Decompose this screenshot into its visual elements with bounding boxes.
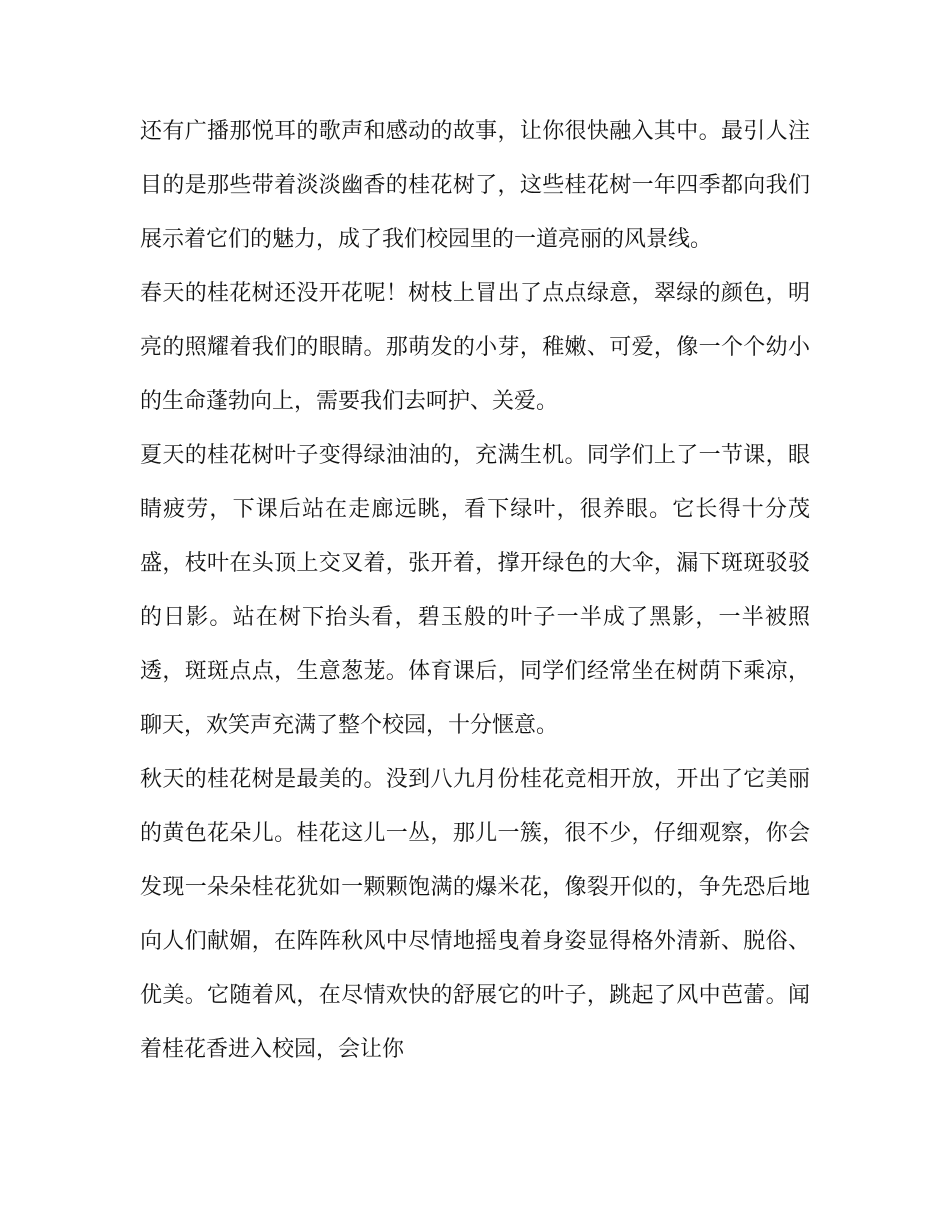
paragraph-spring: 春天的桂花树还没开花呢！树枝上冒出了点点绿意，翠绿的颜色，明亮的照耀着我们的眼睛。那萌发的小芽，稚嫩、可爱，像一个个幼小的生命蓬勃向上，需要我们去呵护、关爱。 [140,281,810,414]
paragraph-autumn: 秋天的桂花树是最美的。没到八九月份桂花竞相开放，开出了它美丽的黄色花朵儿。桂花这儿一丛，那儿一簇，很不少，仔细观察，你会发现一朵朵桂花犹如一颗颗饱满的爆米花，像裂开似的，争先恐后地向人们献媚，在阵阵秋风中尽情地摇曳着身姿显得格外清新、脱俗、优美。它随着风，在尽情欢快的舒展它的叶子，跳起了风中芭蕾。闻着桂花香进入校园，会让你 [140,767,810,1062]
paragraph-summer: 夏天的桂花树叶子变得绿油油的，充满生机。同学们上了一节课，眼睛疲劳，下课后站在走廊远眺，看下绿叶，很养眼。它长得十分茂盛，枝叶在头顶上交叉着，张开着，撑开绿色的大伞，漏下斑斑驳驳的日影。站在树下抬头看，碧玉般的叶子一半成了黑影，一半被照透，斑斑点点，生意葱茏。体育课后，同学们经常坐在树荫下乘凉，聊天，欢笑声充满了整个校园，十分惬意。 [140,443,810,738]
paragraph-intro: 还有广播那悦耳的歌声和感动的故事，让你很快融入其中。最引人注目的是那些带着淡淡幽香的桂花树了，这些桂花树一年四季都向我们展示着它们的魅力，成了我们校园里的一道亮丽的风景线。 [140,119,810,252]
document-page [140,105,810,1077]
